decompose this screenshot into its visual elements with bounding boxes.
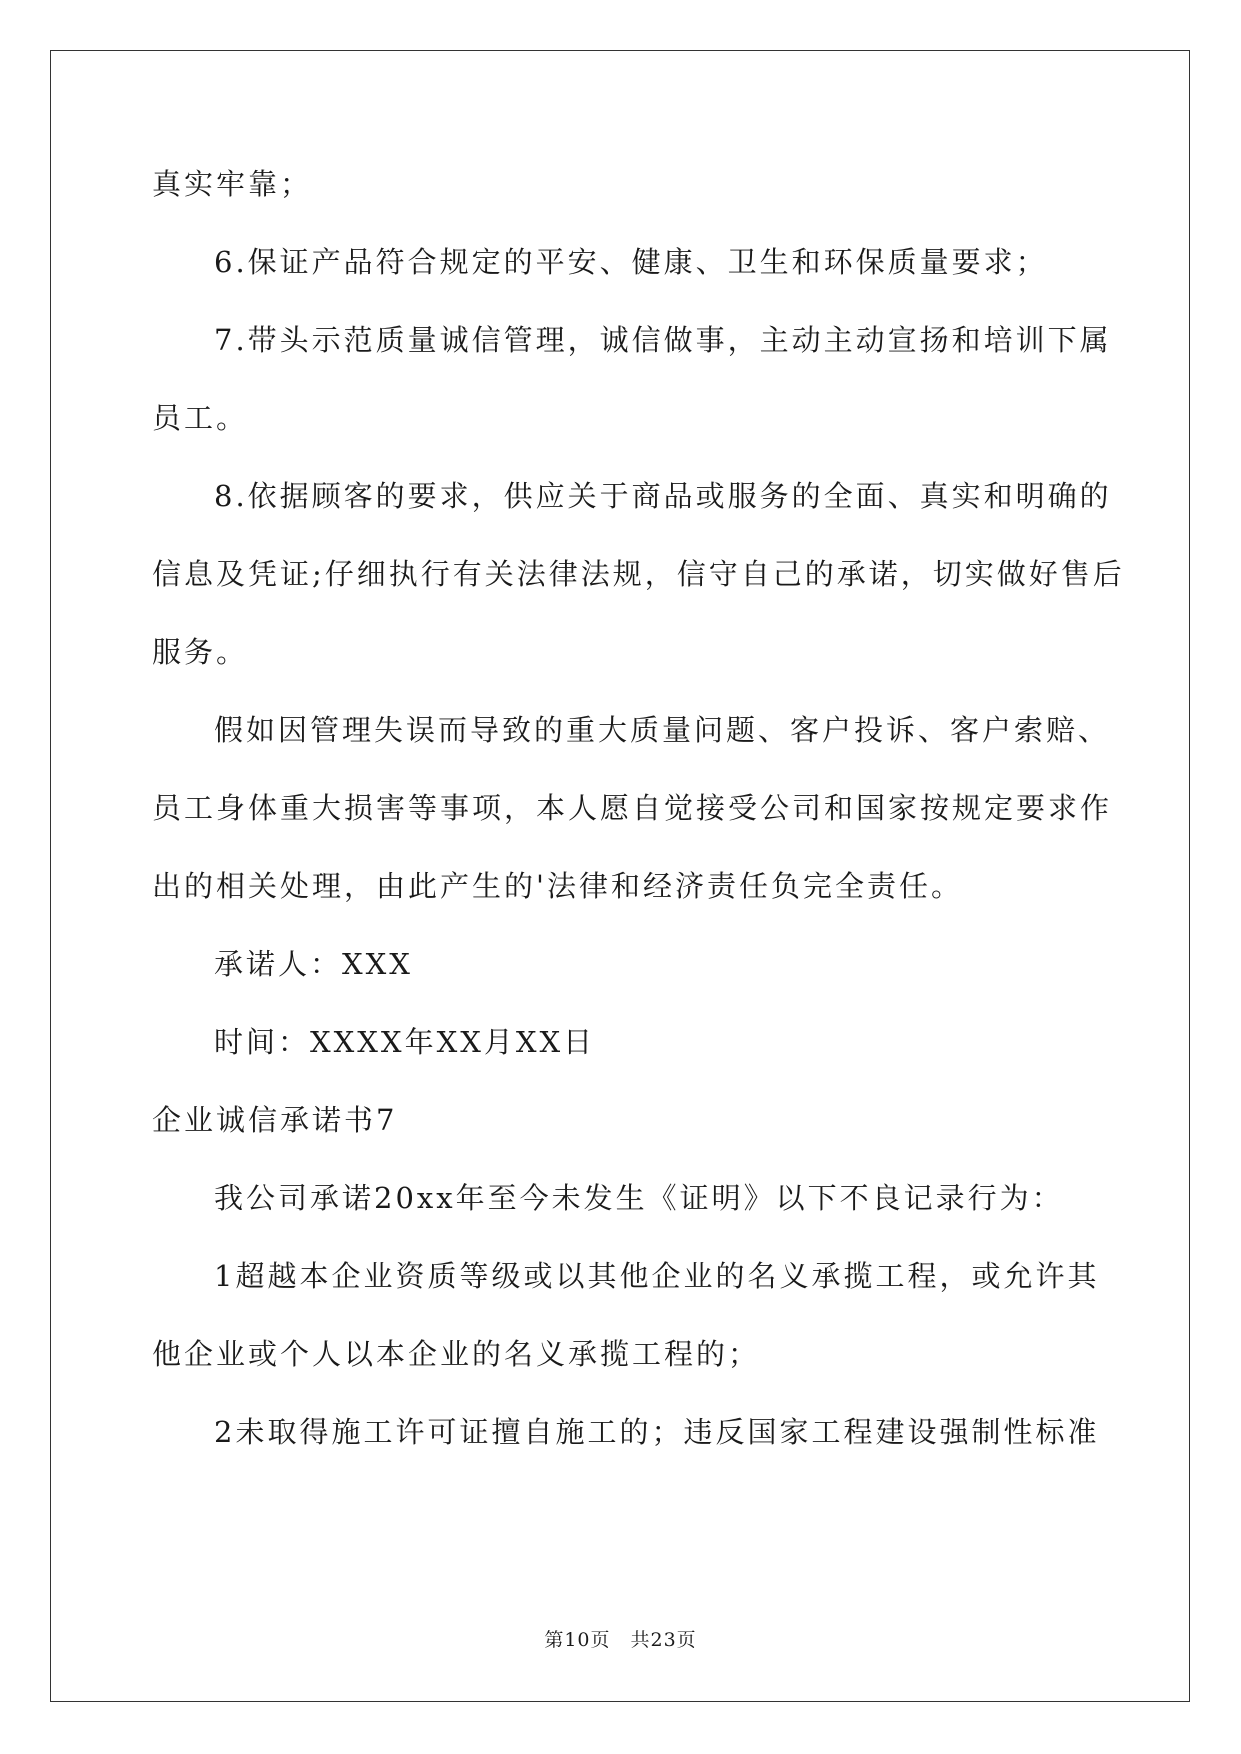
text-line: 2未取得施工许可证擅自施工的；违反国家工程建设强制性标准 <box>214 1415 1100 1449</box>
text-line: 假如因管理失误而导致的重大质量问题、客户投诉、客户索赔、 <box>214 713 1111 747</box>
date-line: 时间：XXXX年XX月XX日 <box>214 1025 596 1059</box>
text-line: 真实牢靠； <box>152 167 313 201</box>
text-line: 1超越本企业资质等级或以其他企业的名义承揽工程，或允许其 <box>214 1259 1100 1293</box>
text-line: 他企业或个人以本企业的名义承揽工程的； <box>152 1337 761 1371</box>
page-number-footer: 第10页 共23页 <box>544 1629 697 1651</box>
text-line: 服务。 <box>152 635 249 669</box>
text-line: 员工。 <box>152 401 249 435</box>
text-line: 6.保证产品符合规定的平安、健康、卫生和环保质量要求； <box>214 245 1048 279</box>
text-line: 7.带头示范质量诚信管理，诚信做事，主动主动宣扬和培训下属 <box>214 323 1112 357</box>
text-line: 我公司承诺20xx年至今未发生《证明》以下不良记录行为： <box>214 1181 1064 1215</box>
text-line: 8.依据顾客的要求，供应关于商品或服务的全面、真实和明确的 <box>214 479 1112 513</box>
signatory-line: 承诺人：XXX <box>214 947 413 981</box>
text-line: 员工身体重大损害等事项，本人愿自觉接受公司和国家按规定要求作 <box>152 791 1113 825</box>
text-line: 出的相关处理，由此产生的'法律和经济责任负完全责任。 <box>152 869 963 903</box>
text-line: 信息及凭证;仔细执行有关法律法规，信守自己的承诺，切实做好售后 <box>152 557 1125 591</box>
section-heading: 企业诚信承诺书7 <box>152 1103 398 1137</box>
